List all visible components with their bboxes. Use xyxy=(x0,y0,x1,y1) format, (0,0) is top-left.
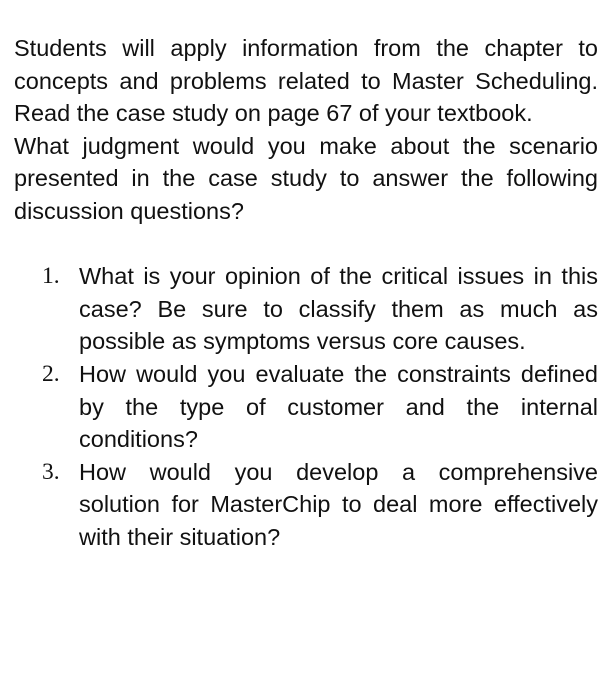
question-number: 1. xyxy=(42,263,60,290)
list-item xyxy=(14,456,598,554)
question-text: How would you develop a comprehensive solution for MasterChip to deal more effectively with their situation? xyxy=(79,458,598,550)
document-body xyxy=(14,32,598,554)
discussion-questions-list xyxy=(14,260,598,553)
question-number: 2. xyxy=(42,360,60,387)
question-text: How would you evaluate the constraints defined by the type of customer and the internal conditions? xyxy=(79,360,598,453)
intro-paragraph-1: Students will apply information from the chapter to concepts and problems related to Master Scheduling. Read the case study on page 67 of your textbook. xyxy=(14,35,598,127)
list-item xyxy=(14,260,598,358)
paragraph-spacer xyxy=(14,228,598,261)
question-number: 3. xyxy=(42,458,60,485)
list-item xyxy=(14,358,598,456)
question-text: What is your opinion of the critical issues in this case? Be sure to classify them as much as possible as symptoms versus core causes. xyxy=(79,263,598,355)
intro-paragraph-2: What judgment would you make about the scenario presented in the case study to answer the following discussion questions? xyxy=(14,132,598,224)
